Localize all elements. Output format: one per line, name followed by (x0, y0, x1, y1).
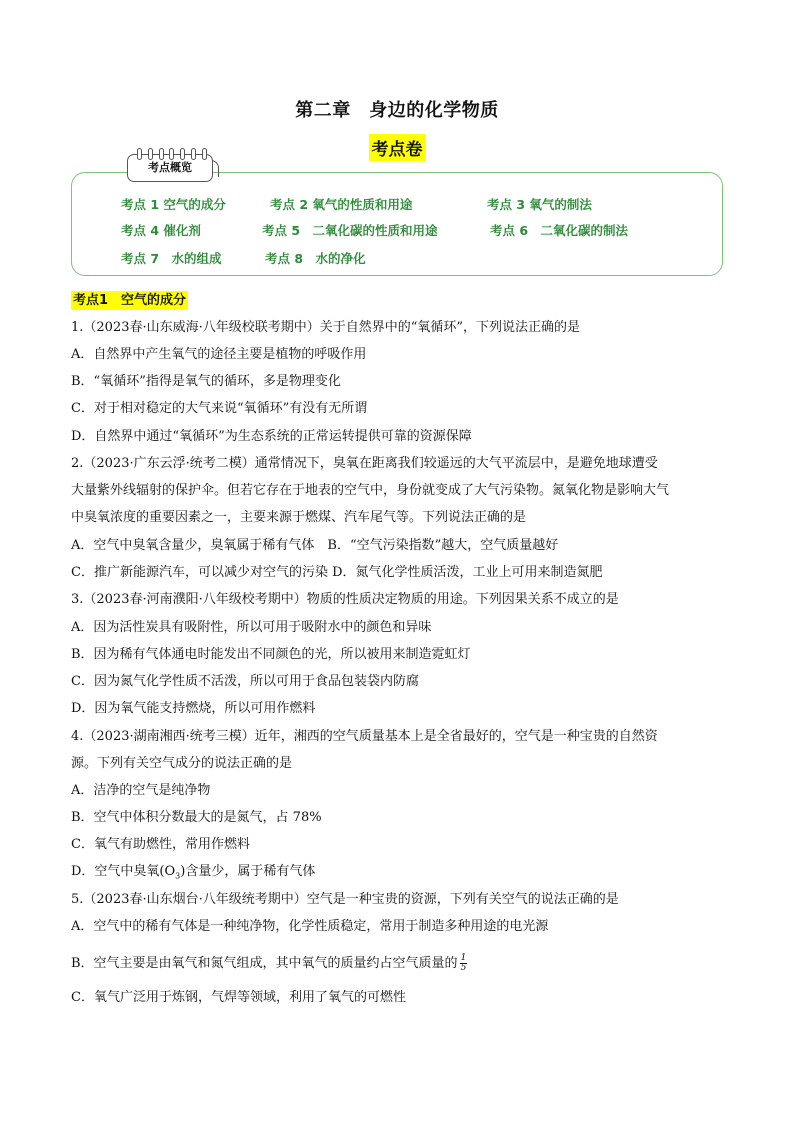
question-2-stem-line-2: 大量紫外线辐射的保护伞。但若它存在于地表的空气中，身份就变成了大气污染物。氮氧化物是影响大气 (71, 483, 670, 498)
question-5-option-a: A．空气中的稀有气体是一种纯净物，化学性质稳定，常用于制造多种用途的电光源 (71, 919, 549, 934)
topic-link-6[interactable]: 考点 6 二氧化碳的制法 (490, 223, 629, 238)
question-1-stem: 1.（2023春·山东威海·八年级校联考期中）关于自然界中的“氧循环”，下列说法正确的是 (71, 320, 581, 335)
fraction-numerator: 1 (460, 953, 467, 963)
question-4-option-a: A．洁净的空气是纯净物 (71, 783, 211, 798)
topic-link-4[interactable]: 考点 4 催化剂 (121, 223, 201, 238)
question-1-option-d: D．自然界中通过“氧循环”为生态系统的正常运转提供可靠的资源保障 (71, 429, 472, 444)
question-4-option-c: C．氧气有助燃性，常用作燃料 (71, 837, 250, 852)
question-4-stem-line-1: 4.（2023·湖南湘西·统考三模）近年，湘西的空气质量基本上是全省最好的，空气是一种宝贵的自然资 (71, 729, 658, 744)
question-2-stem-line-1: 2.（2023·广东云浮·统考二模）通常情况下，臭氧在距离我们较遥远的大气平流层中，是避免地球遭受 (71, 456, 658, 471)
question-5-stem: 5.（2023春·山东烟台·八年级统考期中）空气是一种宝贵的资源，下列有关空气的说法正确的是 (71, 892, 619, 907)
question-3-option-a: A．因为活性炭具有吸附性，所以可用于吸附水中的颜色和异味 (71, 620, 432, 635)
question-3-option-d: D．因为氧气能支持燃烧，所以可用作燃料 (71, 701, 316, 716)
topic-link-2[interactable]: 考点 2 氧气的性质和用途 (270, 197, 413, 212)
section-heading: 考点1 空气的成分 (73, 293, 187, 308)
question-2-options-ab: A．空气中臭氧含量少，臭氧属于稀有气体 B．“空气污染指数”越大，空气质量越好 (71, 538, 559, 553)
option-b-text: B．空气主要是由氧气和氮气组成，其中氧气的质量约占空气质量的 (71, 956, 458, 971)
page-title: 第二章 身边的化学物质 (295, 100, 499, 121)
question-4-option-d (71, 863, 315, 886)
topic-link-5[interactable]: 考点 5 二氧化碳的性质和用途 (262, 223, 438, 238)
topic-link-7[interactable]: 考点 7 水的组成 (121, 251, 222, 266)
question-3-option-c: C．因为氮气化学性质不活泼，所以可用于食品包装袋内防腐 (71, 674, 419, 689)
question-4-option-b: B．空气中体积分数最大的是氮气，占 78% (71, 810, 322, 825)
fraction (460, 954, 468, 973)
topic-link-3[interactable]: 考点 3 氧气的制法 (487, 197, 592, 212)
question-1-option-c: C．对于相对稳定的大气来说“氧循环”有没有无所谓 (71, 401, 368, 416)
subtitle-text: 考点卷 (369, 134, 426, 161)
question-3-option-b: B．因为稀有气体通电时能发出不同颜色的光，所以被用来制造霓虹灯 (71, 647, 471, 662)
question-1-option-a: A．自然界中产生氧气的途径主要是植物的呼吸作用 (71, 347, 367, 362)
question-2-options-cd: C．推广新能源汽车，可以减少对空气的污染 D．氮气化学性质活泼，工业上可用来制造氮肥 (71, 565, 603, 580)
option-d-text-end: )含量少，属于稀有气体 (180, 864, 316, 879)
page-subtitle (0, 134, 794, 161)
fraction-denominator: 5 (460, 963, 467, 973)
option-d-text-start: D．空气中臭氧(O (71, 864, 176, 879)
question-4-stem-line-2: 源。下列有关空气成分的说法正确的是 (71, 756, 293, 771)
question-5-option-c: C．氧气广泛用于炼钢，气焊等领域，利用了氧气的可燃性 (71, 990, 406, 1005)
question-5-option-b (71, 954, 467, 973)
topic-link-8[interactable]: 考点 8 水的净化 (265, 251, 366, 266)
notebook-rings-icon (137, 148, 207, 158)
question-2-stem-line-3: 中臭氧浓度的重要因素之一，主要来源于燃煤、汽车尾气等。下列说法正确的是 (71, 510, 527, 525)
overview-tab: 考点概览 (127, 154, 213, 182)
question-1-option-b: B．“氧循环”指得是氧气的循环，多是物理变化 (71, 374, 341, 389)
ozone-subscript: 3 (175, 871, 181, 881)
topic-link-1[interactable]: 考点 1 空气的成分 (121, 197, 226, 212)
question-3-stem: 3.（2023春·河南濮阳·八年级校考期中）物质的性质决定物质的用途。下列因果关系不成立的是 (71, 592, 619, 607)
